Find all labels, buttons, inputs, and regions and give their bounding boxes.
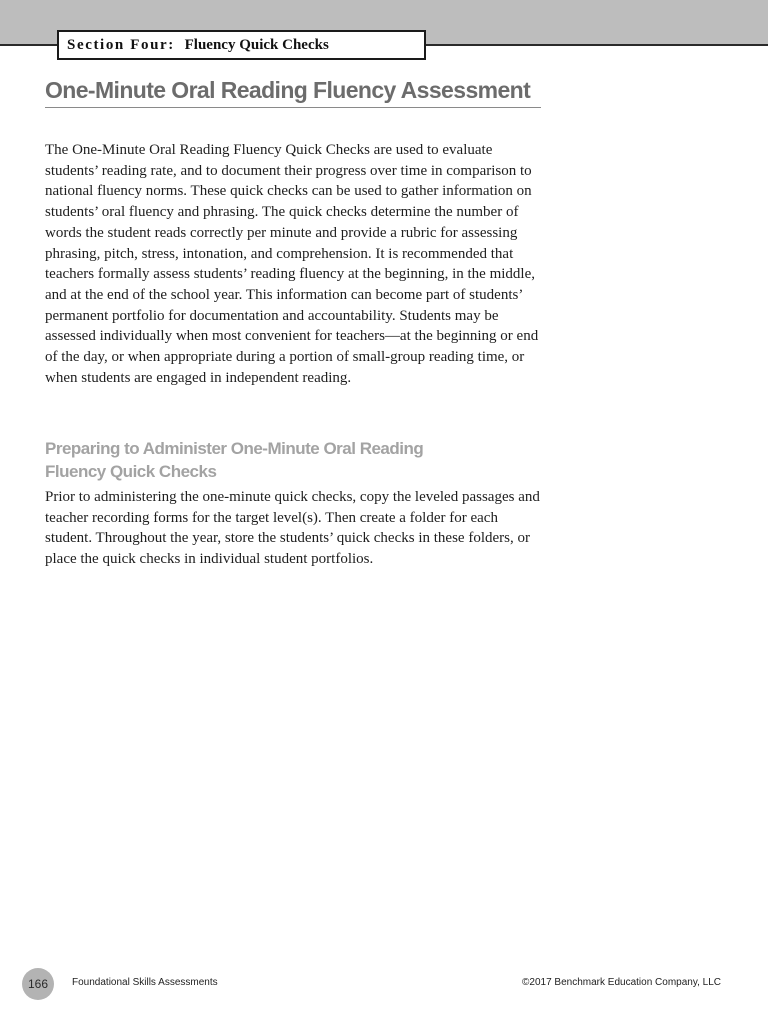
preparation-paragraph: Prior to administering the one-minute quick checks, copy the leveled passages and teacher recording forms for the target level(s). Then create a folder for each student. Throughout the year, store the students’ quick checks in these folders, or place the quick checks in individual student portfolios.	[45, 489, 540, 568]
sub-heading	[45, 437, 525, 483]
sub-heading-line-2: Fluency Quick Checks	[45, 462, 217, 481]
section-prefix: Section Four:	[67, 36, 175, 53]
page-number: 166	[22, 968, 54, 1000]
section-label	[57, 30, 426, 60]
copyright-notice: ©2017 Benchmark Education Company, LLC	[522, 977, 721, 988]
intro-paragraph: The One-Minute Oral Reading Fluency Quick Checks are used to evaluate students’ reading rate, and to document their progress over time in comparison to national fluency norms. These quick checks can be used to gather information on students’ oral fluency and phrasing. The quick checks determine the number of words the student reads correctly per minute and provide a rubric for assessing phrasing, pitch, stress, intonation, and comprehension. It is recommended that teachers formally assess students’ reading fluency at the beginning, in the middle, and at the end of the school year. This information can become part of students’ permanent portfolio for documentation and accountability. Students may be assessed individually when most convenient for teachers—at the beginning or end of the day, or when appropriate during a portion of small-group reading time, or when students are engaged in independent reading.	[45, 142, 539, 386]
section-separator	[175, 37, 179, 54]
sub-heading-line-1: Preparing to Administer One-Minute Oral Reading	[45, 439, 424, 458]
page-footer	[0, 966, 768, 1002]
section-title: Fluency Quick Checks	[184, 36, 329, 53]
book-title: Foundational Skills Assessments	[72, 977, 218, 988]
page-title: One-Minute Oral Reading Fluency Assessment	[45, 76, 541, 108]
